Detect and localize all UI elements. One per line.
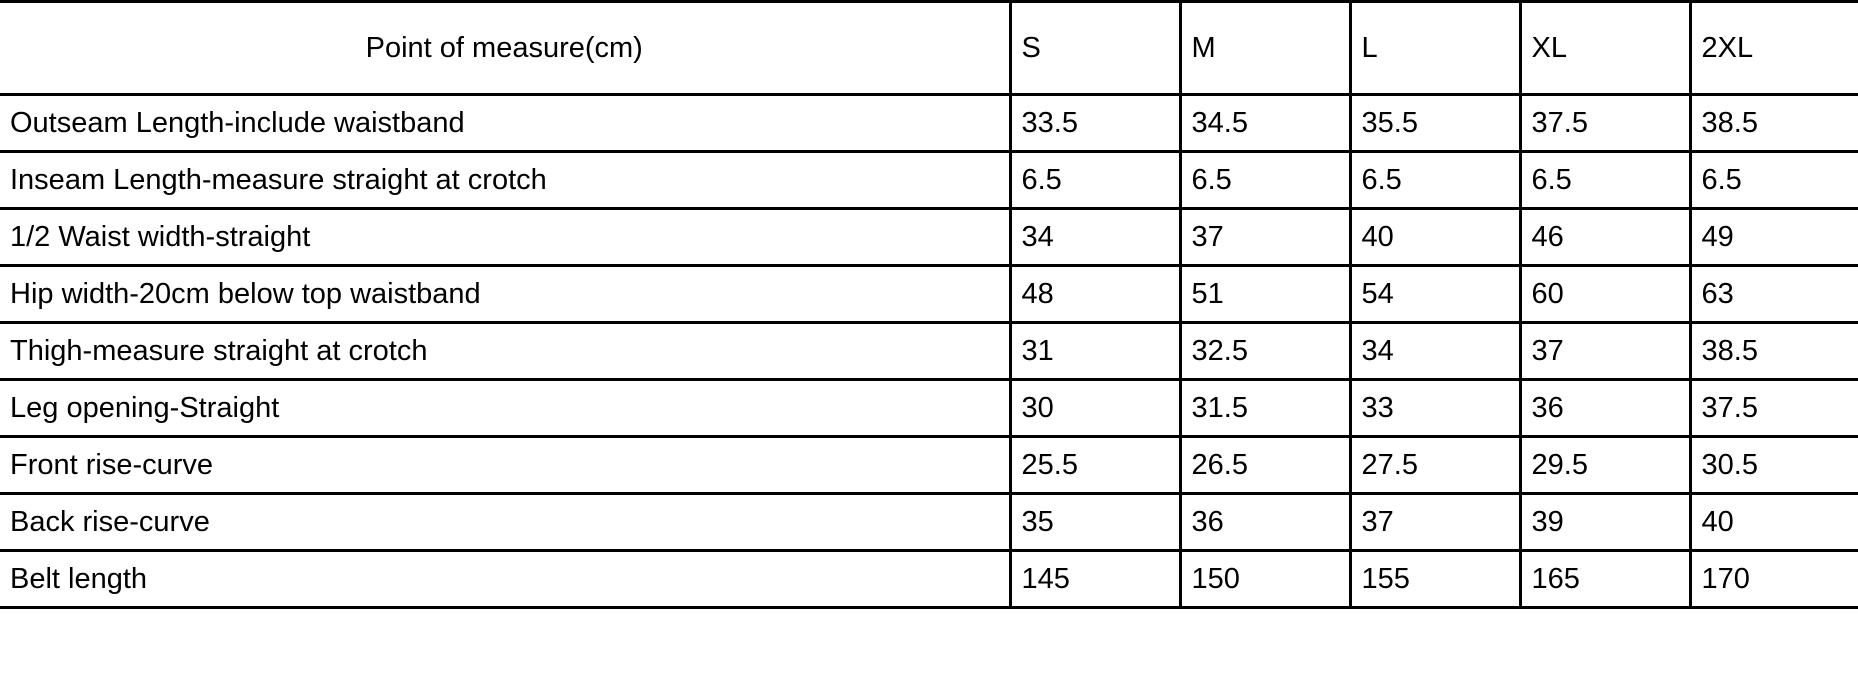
row-label: 1/2 Waist width-straight: [0, 209, 1010, 266]
cell-l: 155: [1350, 551, 1520, 608]
cell-s: 25.5: [1010, 437, 1180, 494]
cell-xl: 36: [1520, 380, 1690, 437]
cell-xl: 37.5: [1520, 95, 1690, 152]
row-label: Belt length: [0, 551, 1010, 608]
table-row: [0, 437, 1858, 494]
cell-2xl: 30.5: [1690, 437, 1858, 494]
table-header: [0, 2, 1858, 95]
table-row: [0, 152, 1858, 209]
table-row: [0, 95, 1858, 152]
table-row: [0, 551, 1858, 608]
cell-xl: 60: [1520, 266, 1690, 323]
cell-l: 33: [1350, 380, 1520, 437]
column-header-s: S: [1010, 2, 1180, 95]
cell-l: 34: [1350, 323, 1520, 380]
cell-m: 34.5: [1180, 95, 1350, 152]
row-label: Front rise-curve: [0, 437, 1010, 494]
cell-s: 48: [1010, 266, 1180, 323]
row-label: Thigh-measure straight at crotch: [0, 323, 1010, 380]
row-label: Leg opening-Straight: [0, 380, 1010, 437]
cell-xl: 46: [1520, 209, 1690, 266]
cell-l: 35.5: [1350, 95, 1520, 152]
cell-s: 35: [1010, 494, 1180, 551]
table-row: [0, 209, 1858, 266]
cell-xl: 165: [1520, 551, 1690, 608]
cell-s: 30: [1010, 380, 1180, 437]
cell-2xl: 63: [1690, 266, 1858, 323]
header-row: [0, 2, 1858, 95]
table-row: [0, 266, 1858, 323]
cell-2xl: 38.5: [1690, 323, 1858, 380]
cell-2xl: 49: [1690, 209, 1858, 266]
cell-s: 145: [1010, 551, 1180, 608]
cell-m: 51: [1180, 266, 1350, 323]
cell-s: 33.5: [1010, 95, 1180, 152]
cell-xl: 29.5: [1520, 437, 1690, 494]
table-row: [0, 494, 1858, 551]
cell-xl: 39: [1520, 494, 1690, 551]
table-row: [0, 323, 1858, 380]
row-label: Back rise-curve: [0, 494, 1010, 551]
cell-s: 6.5: [1010, 152, 1180, 209]
column-header-point-of-measure: Point of measure(cm): [0, 2, 1010, 95]
column-header-m: M: [1180, 2, 1350, 95]
cell-2xl: 6.5: [1690, 152, 1858, 209]
cell-s: 34: [1010, 209, 1180, 266]
cell-m: 150: [1180, 551, 1350, 608]
cell-s: 31: [1010, 323, 1180, 380]
cell-l: 40: [1350, 209, 1520, 266]
cell-l: 27.5: [1350, 437, 1520, 494]
column-header-l: L: [1350, 2, 1520, 95]
cell-m: 36: [1180, 494, 1350, 551]
column-header-2xl: 2XL: [1690, 2, 1858, 95]
cell-2xl: 170: [1690, 551, 1858, 608]
cell-xl: 37: [1520, 323, 1690, 380]
row-label: Outseam Length-include waistband: [0, 95, 1010, 152]
cell-2xl: 37.5: [1690, 380, 1858, 437]
table-body: [0, 95, 1858, 608]
cell-2xl: 38.5: [1690, 95, 1858, 152]
cell-m: 37: [1180, 209, 1350, 266]
cell-2xl: 40: [1690, 494, 1858, 551]
table-row: [0, 380, 1858, 437]
cell-l: 54: [1350, 266, 1520, 323]
cell-m: 32.5: [1180, 323, 1350, 380]
cell-m: 6.5: [1180, 152, 1350, 209]
cell-l: 37: [1350, 494, 1520, 551]
column-header-xl: XL: [1520, 2, 1690, 95]
row-label: Inseam Length-measure straight at crotch: [0, 152, 1010, 209]
cell-l: 6.5: [1350, 152, 1520, 209]
cell-m: 26.5: [1180, 437, 1350, 494]
cell-xl: 6.5: [1520, 152, 1690, 209]
cell-m: 31.5: [1180, 380, 1350, 437]
row-label: Hip width-20cm below top waistband: [0, 266, 1010, 323]
